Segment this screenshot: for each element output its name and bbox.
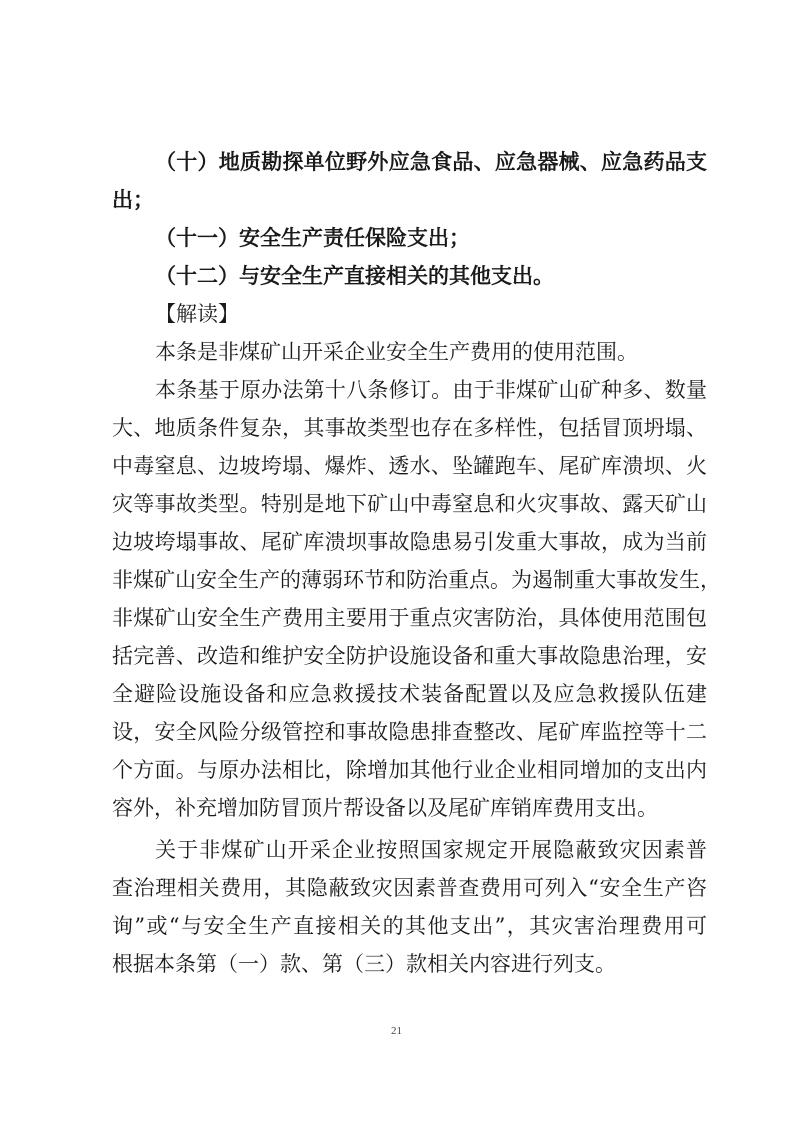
paragraph-line: 个方面。与原办法相比，除增加其他行业企业相同增加的支出内 xyxy=(112,758,707,782)
paragraph-line: 边坡垮塌事故、尾矿库溃坝事故隐患易引发重大事故，成为当前 xyxy=(112,530,707,554)
page-body xyxy=(112,143,721,983)
paragraph-line: 查治理相关费用，其隐蔽致灾因素普查费用可列入“安全生产咨 xyxy=(112,876,707,900)
paragraph-line: 括完善、改造和维护安全防护设施设备和重大事故隐患治理，安 xyxy=(112,644,707,668)
list-item-12: （十二）与安全生产直接相关的其他支出。 xyxy=(155,264,554,288)
paragraph-line: 灾等事故类型。特别是地下矿山中毒窒息和火灾事故、露天矿山 xyxy=(112,492,707,516)
paragraph-line: 大、地质条件复杂，其事故类型也存在多样性，包括冒顶坍塌、 xyxy=(112,416,707,440)
paragraph-2 xyxy=(112,371,721,827)
paragraph-line: 关于非煤矿山开采企业按照国家规定开展隐蔽致灾因素普 xyxy=(155,838,707,862)
paragraph-1: 本条是非煤矿山开采企业安全生产费用的使用范围。 xyxy=(155,340,638,364)
list-item-10-line-2: 出； xyxy=(112,188,154,212)
interpretation-heading: 【解读】 xyxy=(155,302,239,326)
paragraph-3 xyxy=(112,831,707,983)
paragraph-line: 中毒窒息、边坡垮塌、爆炸、透水、坠罐跑车、尾矿库溃坝、火 xyxy=(112,454,707,478)
page-number: 21 xyxy=(391,1025,402,1037)
paragraph-line: 根据本条第（一）款、第（三）款相关内容进行列支。 xyxy=(112,952,616,976)
list-item-11: （十一）安全生产责任保险支出； xyxy=(155,226,470,250)
paragraph-line: 容外，补充增加防冒顶片帮设备以及尾矿库销库费用支出。 xyxy=(112,796,658,820)
paragraph-line: 设，安全风险分级管控和事故隐患排查整改、尾矿库监控等十二 xyxy=(112,720,707,744)
paragraph-line: 全避险设施设备和应急救援技术装备配置以及应急救援队伍建 xyxy=(112,682,707,706)
paragraph-line: 本条基于原办法第十八条修订。由于非煤矿山矿种多、数量 xyxy=(155,378,707,402)
list-item-10-line-1: （十）地质勘探单位野外应急食品、应急器械、应急药品支 xyxy=(155,150,707,174)
paragraph-line: 非煤矿山安全生产费用主要用于重点灾害防治，具体使用范围包 xyxy=(112,606,707,630)
paragraph-line: 非煤矿山安全生产的薄弱环节和防治重点。为遏制重大事故发生， xyxy=(112,568,721,592)
paragraph-line: 询”或“与安全生产直接相关的其他支出”，其灾害治理费用可 xyxy=(112,914,707,938)
